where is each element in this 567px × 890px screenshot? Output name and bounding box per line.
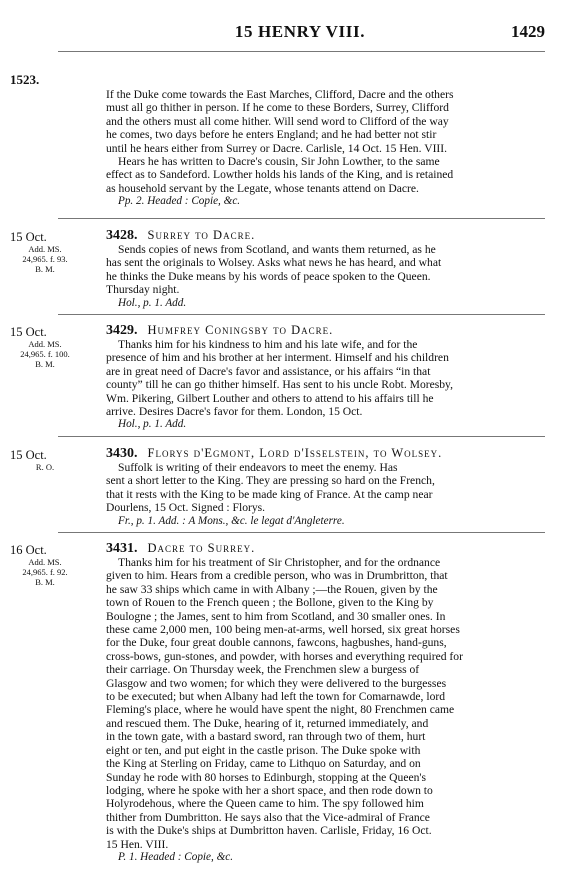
entry-title: Humfrey Coningsby to Dacre. <box>147 323 334 337</box>
entry-rule <box>58 218 545 219</box>
text-line: for the Duke, four great double cannons, fawcons, hagbushes, hand-guns, <box>106 636 447 650</box>
text-line: until he hears either from Surrey or Dacre. Carlisle, 14 Oct. 15 Hen. VIII. <box>106 141 448 155</box>
text-line: he thinks the Duke means by his words of peace spoken to the Queen. <box>106 269 431 283</box>
entry-footer: P. 1. Headed : Copie, &c. <box>118 850 234 863</box>
text-line: Sunday he rode with 80 horses to Edinburgh, stopping at the Queen's <box>106 770 427 784</box>
text-line: and the others must all come hither. Will send word to Clifford of the way <box>106 114 449 128</box>
entry-heading <box>106 446 545 461</box>
text-line: Fleming's place, where he would have spent the night, 80 Frenchmen came <box>106 703 455 717</box>
source-ref: B. M. <box>35 577 55 587</box>
entry-heading <box>106 228 545 243</box>
text-line: Suffolk is writing of their endeavors to meet the enemy. Has <box>118 461 398 474</box>
entry-number: 3428. <box>106 228 138 243</box>
entry-margin <box>10 230 106 274</box>
text-line: Holyrodehous, where the Queen came to him. The spy followed him <box>106 797 424 811</box>
entry-margin <box>10 543 106 587</box>
text-line: is with the Duke's ships at Dumbritton haven. Carlisle, Friday, 16 Oct. <box>106 824 432 838</box>
entry-rule <box>58 436 545 437</box>
text-line: 15 Hen. VIII. <box>106 837 169 851</box>
text-line: as household servant by the Legate, whose tenants attend on Dacre. <box>106 181 419 195</box>
text-line: must all go thither in person. If he come to these Borders, Surrey, Clifford <box>106 101 449 115</box>
header-rule <box>58 51 545 52</box>
text-line: he comes, two days before he enters England; and he had better not stir <box>106 128 437 142</box>
year-label: 1523. <box>10 72 40 87</box>
text-line: thither from Dumbritton. He says also that the Vice-admiral of France <box>106 810 430 824</box>
text-line: are in great need of Dacre's favor and assistance, or his affairs “in that <box>106 364 431 378</box>
text-line: these came 2,000 men, 100 being men-at-arms, well horsed, six great horses <box>106 623 460 637</box>
text-line: lodging, where he spoke with her a short space, and then rode down to <box>106 783 433 797</box>
text-line: sent a short letter to the King. They are pressing so hard on the French, <box>106 474 435 488</box>
text-line: Sends copies of news from Scotland, and wants them returned, as he <box>118 243 436 256</box>
entry-date: 16 Oct. <box>10 543 47 557</box>
entry-date: 15 Oct. <box>10 448 47 462</box>
entry-footer: Fr., p. 1. Add. : A Mons., &c. le legat d'Angleterre. <box>118 514 345 527</box>
entry-number: 3429. <box>106 323 138 338</box>
entry-rule <box>58 532 545 533</box>
entry-heading <box>106 323 545 338</box>
source-ref: Add. MS. <box>28 339 62 349</box>
text-line: to be executed; but when Albany had left the town for Comarnawde, lord <box>106 690 446 704</box>
text-line: town of Rouen to the French queen ; the Bollone, given to the King by <box>106 596 434 610</box>
source-ref: 24,965. f. 100. <box>20 349 70 359</box>
text-line: he saw 33 ships which came in with Albany ;—the Rouen, given by the <box>106 582 438 596</box>
text-line: arrive. Desires Dacre's favor for them. London, 15 Oct. <box>106 405 363 419</box>
text-line: Hears he has written to Dacre's cousin, Sir John Lowther, to the same <box>118 155 440 169</box>
text-line: Thursday night. <box>106 283 180 297</box>
text-line: their carriage. On Thursday week, the Frenchmen slew a burgess of <box>106 663 420 677</box>
entry-3431 <box>106 541 545 864</box>
entry-number: 3430. <box>106 446 138 461</box>
text-line: Boulogne ; the James, sent to him from Scotland, and 30 smaller ones. In <box>106 609 446 623</box>
text-line: Thanks him for his treatment of Sir Christopher, and for the ordnance <box>118 556 441 569</box>
text-line: and rescued them. The Duke, hearing of it, returned immediately, and <box>106 716 429 730</box>
entry-3428 <box>106 228 545 310</box>
entry-heading <box>106 541 545 556</box>
source-ref: 24,965. f. 92. <box>22 567 68 577</box>
text-line: has sent the originals to Wolsey. Asks what news he has heard, and what <box>106 256 442 270</box>
source-ref: B. M. <box>35 359 55 369</box>
text-line: presence of him and his brother at her interment. Himself and his children <box>106 351 449 365</box>
entry-title: Dacre to Surrey. <box>147 541 256 555</box>
entry-margin <box>10 325 106 369</box>
text-line: Wm. Pikering, Gilbert Louther and others to attend to his affairs till he <box>106 391 434 405</box>
continuation-text <box>106 88 545 209</box>
entry-title: Florys d'Egmont, Lord d'Isselstein, to Wolsey. <box>147 446 443 460</box>
text-line: Dourlens, 15 Oct. Signed : Florys. <box>106 501 266 515</box>
entry-footer: Hol., p. 1. Add. <box>118 296 187 309</box>
text-line: cross-bows, gun-stones, and powder, with horses and everything required for <box>106 649 463 663</box>
text-line: in the town gate, with a bastard sword, ran through two of them, hurt <box>106 730 426 744</box>
entry-title: Surrey to Dacre. <box>147 228 256 242</box>
entry-rule <box>58 314 545 315</box>
entry-number: 3431. <box>106 541 138 556</box>
entry-date: 15 Oct. <box>10 230 47 244</box>
text-line: Glasgow and two women; for which they were delivered to the burgesses <box>106 676 447 690</box>
entry-footer: Pp. 2. Headed : Copie, &c. <box>118 195 241 208</box>
source-ref: B. M. <box>35 264 55 274</box>
text-line: county” till he can go thither himself. Has sent to his uncle Robt. Moresby, <box>106 378 453 392</box>
source-ref: R. O. <box>35 462 55 472</box>
source-ref: Add. MS. <box>28 244 62 254</box>
text-line: If the Duke come towards the East Marches, Clifford, Dacre and the others <box>106 88 454 101</box>
entry-3429 <box>106 323 545 432</box>
text-line: that it rests with the King to be made king of France. At the camp near <box>106 487 433 501</box>
text-line: the King at Sterling on Friday, came to Lithquo on Saturday, and on <box>106 757 421 771</box>
source-ref: 24,965. f. 93. <box>22 254 68 264</box>
entry-date: 15 Oct. <box>10 325 47 339</box>
entry-3430 <box>106 446 545 528</box>
text-line: Thanks him for his kindness to him and his late wife, and for the <box>118 338 418 351</box>
text-line: given to him. Hears from a credible person, who was in Drumbritton, that <box>106 569 448 583</box>
entry-footer: Hol., p. 1. Add. <box>118 418 187 431</box>
page-number: 1429 <box>511 22 545 41</box>
running-header <box>0 22 567 46</box>
entry-margin <box>10 448 106 472</box>
header-title: 15 HENRY VIII. <box>234 22 366 41</box>
source-ref: Add. MS. <box>28 557 62 567</box>
text-line: eight or ten, and put eight in the castle prison. The Duke spoke with <box>106 743 421 757</box>
text-line: effect as to Sandeford. Lowther holds his lands of the King, and is retained <box>106 168 454 182</box>
